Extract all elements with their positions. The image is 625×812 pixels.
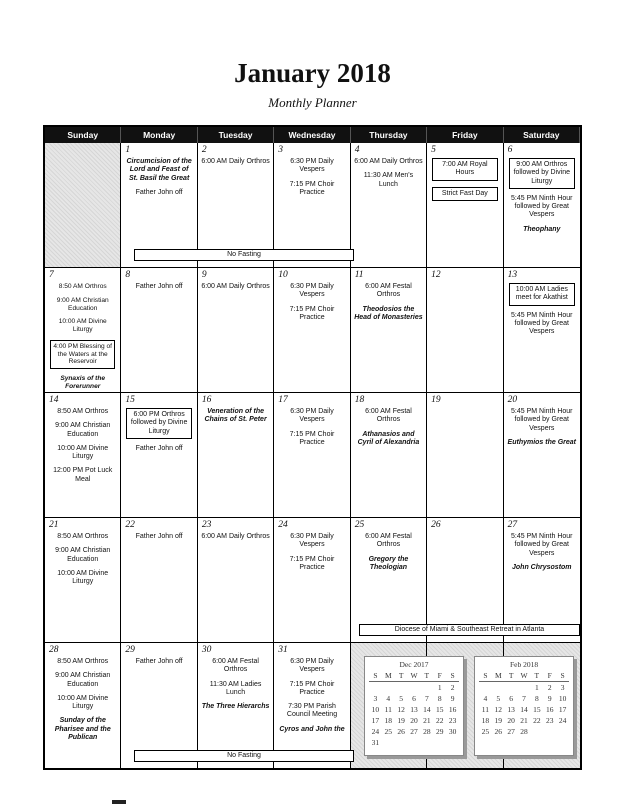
mini-day: 16: [545, 705, 554, 714]
mini-day: 16: [448, 705, 457, 714]
mini-day: 26: [397, 727, 405, 736]
mini-day: 6: [412, 694, 416, 703]
mini-calendar-title: Feb 2018: [509, 660, 539, 669]
day-cell-24: [274, 518, 350, 643]
day-number: 29: [125, 645, 135, 655]
day-cell-22: [121, 518, 197, 643]
mini-day: 9: [450, 694, 455, 703]
event-item: 9:00 AM Orthros followed by Divine Liturgy: [509, 158, 575, 189]
weekday-wednesday: Wednesday: [274, 127, 350, 143]
event-item: 11:30 AM Ladies Lunch: [209, 680, 262, 696]
mini-day: 30: [448, 727, 457, 736]
mini-day: [492, 682, 505, 693]
mini-day: 27: [410, 727, 418, 736]
event-item: 6:30 PM Daily Vespers: [290, 158, 334, 174]
event-item: 6:00 AM Daily Orthros: [354, 158, 423, 165]
mini-day: [395, 682, 408, 693]
mini-day: [530, 726, 543, 737]
mini-day: 22: [435, 716, 444, 725]
mini-day: 8: [437, 694, 442, 703]
mini-week-row: [369, 682, 459, 693]
event-item: 4:00 PM Blessing of the Waters at the Reservoir: [50, 340, 115, 369]
mini-weekday-row: [369, 670, 459, 682]
day-number: 27: [507, 520, 518, 530]
mini-weekday: T: [424, 671, 430, 680]
day-cell-13: [504, 268, 580, 393]
feast-label: Cyros and John the: [279, 725, 345, 733]
day-number: 9: [201, 270, 207, 280]
mini-day: 12: [494, 705, 503, 714]
event-item: 9:00 AM Christian Education: [55, 422, 111, 438]
feast-label: Veneration of the Chains of St. Peter: [204, 408, 267, 424]
mini-day: 14: [520, 705, 528, 714]
day-cell-16: [198, 393, 274, 518]
mini-day: 1: [437, 683, 442, 692]
mini-day: 24: [371, 727, 380, 736]
mini-weekday: F: [547, 671, 552, 680]
day-number: 30: [201, 645, 212, 655]
day-cell-28: [45, 643, 121, 768]
event-item: 7:15 PM Choir Practice: [289, 555, 335, 571]
mini-day: 11: [384, 705, 392, 714]
day-number: 19: [431, 395, 441, 405]
mini-day: 25: [481, 727, 490, 736]
mini-day: 19: [494, 716, 503, 725]
feast-label: The Three Hierarchs: [201, 703, 270, 710]
mini-day: 17: [558, 705, 567, 714]
mini-day: 2: [547, 683, 552, 692]
day-cell-10: [274, 268, 350, 393]
mini-week-row: [369, 693, 459, 704]
mini-day: 13: [410, 705, 418, 714]
mini-day: 12: [397, 705, 405, 714]
day-cell-21: [45, 518, 121, 643]
event-item: 11:30 AM Men's Lunch: [363, 172, 414, 188]
feast-label: Theophany: [523, 225, 561, 233]
day-number: 31: [278, 645, 288, 655]
no-fasting-band-week1: No Fasting: [134, 249, 354, 261]
mini-weekday: M: [384, 671, 392, 680]
mini-weekday: S: [483, 671, 488, 680]
event-item: 9:00 AM Christian Education: [55, 672, 111, 688]
day-number: 5: [431, 145, 436, 155]
mini-day: 2: [450, 683, 455, 692]
mini-day: [479, 682, 492, 693]
day-cell-12: [427, 268, 503, 393]
event-item: Strict Fast Day: [432, 187, 497, 201]
mini-day: 23: [545, 716, 554, 725]
mini-day: 18: [384, 716, 393, 725]
day-number: 16: [201, 395, 212, 405]
event-item: 6:30 PM Daily Vespers: [290, 408, 334, 424]
event-item: 6:00 AM Daily Orthros: [201, 283, 270, 290]
event-item: 6:00 AM Festal Orthros: [212, 658, 259, 674]
day-number: 28: [49, 645, 59, 655]
mini-day: 29: [435, 727, 444, 736]
event-item: 6:00 AM Daily Orthros: [201, 158, 270, 165]
page-subtitle: Monthly Planner: [268, 95, 357, 110]
mini-calendar-title: Dec 2017: [399, 660, 429, 669]
feast-label: Theodosios the Head of Monasteries: [354, 305, 423, 321]
event-item: 10:00 AM Divine Liturgy: [57, 694, 109, 710]
mini-day: 1: [534, 683, 539, 692]
event-item: Father John off: [135, 283, 183, 290]
event-item: 8:50 AM Orthros: [57, 658, 109, 665]
event-item: 8:50 AM Orthros: [57, 533, 109, 540]
feast-label: John Chrysostom: [512, 563, 572, 571]
event-item: 7:15 PM Choir Practice: [289, 430, 335, 446]
mini-day: 4: [483, 694, 488, 703]
mini-day: [446, 737, 459, 748]
mini-day: 17: [371, 716, 380, 725]
day-number: 26: [431, 520, 441, 530]
mini-day: 21: [423, 716, 431, 725]
event-item: 6:00 AM Festal Orthros: [365, 283, 412, 299]
feast-label: Synaxis of the Forerunner: [60, 375, 106, 390]
event-item: 7:30 PM Parish Council Meeting: [286, 703, 338, 719]
event-item: 12:00 PM Pot Luck Meal: [53, 467, 113, 483]
day-number: 3: [278, 145, 284, 155]
day-cell-5: [427, 143, 503, 268]
day-cell-8: [121, 268, 197, 393]
day-number: 11: [354, 270, 364, 280]
mini-day: 20: [410, 716, 418, 725]
event-item: 6:00 AM Festal Orthros: [365, 533, 412, 549]
mini-week-row: [369, 715, 459, 726]
event-item: 10:00 AM Divine Liturgy: [58, 318, 107, 334]
mini-weekday: M: [494, 671, 502, 680]
mini-day: 23: [448, 716, 457, 725]
retreat-band: Diocese of Miami & Southeast Retreat in Atlanta: [359, 624, 580, 636]
event-item: 6:00 PM Orthros followed by Divine Liturgy: [126, 408, 191, 439]
day-number: 7: [49, 270, 54, 280]
mini-day: 13: [507, 705, 515, 714]
event-item: Father John off: [135, 658, 183, 665]
feast-label: Euthymios the Great: [507, 438, 577, 446]
event-item: 5:45 PM Ninth Hour followed by Great Vespers: [511, 194, 573, 219]
page-title: January 2018: [234, 58, 391, 88]
mini-day: 3: [560, 683, 565, 692]
mini-weekday: T: [398, 671, 404, 680]
no-fasting-band-week5: No Fasting: [134, 750, 354, 762]
mini-day: 19: [397, 716, 405, 725]
event-item: 7:15 PM Choir Practice: [289, 680, 335, 696]
day-cell-19: [427, 393, 503, 518]
mini-day: 7: [424, 694, 429, 703]
day-number: 4: [354, 145, 360, 155]
mini-weekday: T: [534, 671, 540, 680]
day-number: 24: [278, 520, 288, 530]
mini-week-row: [479, 726, 569, 737]
event-item: 9:00 AM Christian Education: [55, 547, 111, 563]
day-number: 12: [431, 270, 441, 280]
event-item: Father John off: [135, 188, 183, 196]
day-cell-6: [504, 143, 580, 268]
event-item: 7:15 PM Choir Practice: [289, 180, 335, 196]
day-cell-4: [351, 143, 427, 268]
mini-day: 28: [423, 727, 431, 736]
mini-day: 15: [435, 705, 444, 714]
day-number: 8: [125, 270, 131, 280]
mini-calendar-dec-2017: [364, 656, 464, 756]
mini-day: 27: [507, 727, 515, 736]
mini-day: 10: [371, 705, 380, 714]
day-cell-15: [121, 393, 197, 518]
mini-week-row: [369, 737, 459, 748]
mini-weekday: S: [560, 671, 565, 680]
event-item: 6:30 PM Daily Vespers: [290, 533, 334, 549]
event-item: Father John off: [135, 444, 183, 452]
event-item: 9:00 AM Christian Education: [56, 296, 109, 312]
mini-day: 18: [481, 716, 490, 725]
event-item: 7:00 AM Royal Hours: [432, 158, 497, 181]
weekday-saturday: Saturday: [504, 127, 580, 143]
feast-label: Athanasios and Cyril of Alexandria: [357, 430, 420, 446]
event-item: 6:30 PM Daily Vespers: [290, 658, 334, 674]
weekday-tuesday: Tuesday: [198, 127, 274, 143]
mini-day: [420, 737, 433, 748]
mini-weekday-row: [479, 670, 569, 682]
mini-weekday: W: [410, 671, 418, 680]
mini-day: [369, 682, 382, 693]
day-cell-18: [351, 393, 427, 518]
mini-day: [433, 737, 446, 748]
weekday-monday: Monday: [121, 127, 197, 143]
mini-weekday: F: [437, 671, 442, 680]
mini-day: 5: [399, 694, 403, 703]
day-number: 22: [125, 520, 135, 530]
day-cell-23: [198, 518, 274, 643]
mini-day: 8: [534, 694, 539, 703]
mini-week-row: [479, 704, 569, 715]
day-number: 10: [278, 270, 288, 280]
feast-label: Circumcision of the Lord and Feast of St. Basil the Great: [126, 158, 192, 182]
event-item: 10:00 AM Divine Liturgy: [57, 444, 109, 460]
mini-day: 31: [371, 738, 380, 747]
event-item: 10:00 AM Ladies meet for Akathist: [509, 283, 575, 306]
mini-day: 22: [533, 716, 541, 725]
mini-day: [420, 682, 433, 693]
mini-day: [408, 682, 421, 693]
mini-day: 11: [481, 705, 490, 714]
mini-day: [382, 682, 395, 693]
day-number: 20: [507, 395, 518, 405]
event-item: 5:45 PM Ninth Hour followed by Great Vespers: [511, 311, 573, 335]
mini-day: 26: [494, 727, 503, 736]
mini-day: 9: [547, 694, 552, 703]
event-item: 6:30 PM Daily Vespers: [290, 283, 334, 299]
mini-day: 24: [558, 716, 567, 725]
day-cell-20: [504, 393, 580, 518]
mini-day: 20: [507, 716, 515, 725]
weekday-thursday: Thursday: [351, 127, 427, 143]
weekday-friday: Friday: [427, 127, 503, 143]
event-item: 5:45 PM Ninth Hour followed by Great Vespers: [511, 408, 573, 432]
day-number: 2: [201, 145, 207, 155]
day-number: 18: [354, 395, 365, 405]
mini-calendar-feb-2018: [474, 656, 574, 756]
mini-day: 25: [384, 727, 393, 736]
mini-week-row: [479, 682, 569, 693]
day-number: 13: [507, 270, 518, 280]
mini-day: 14: [423, 705, 431, 714]
day-number: 14: [49, 395, 59, 405]
day-number: 6: [507, 145, 513, 155]
mini-week-row: [369, 726, 459, 737]
day-number: 1: [125, 145, 131, 155]
mini-day: 4: [386, 694, 391, 703]
event-item: 6:00 AM Festal Orthros: [365, 408, 412, 424]
stray-mark: [112, 800, 126, 804]
day-cell-7: [45, 268, 121, 393]
feast-label: Gregory the Theologian: [368, 555, 409, 571]
mini-day: 21: [520, 716, 528, 725]
event-item: 10:00 AM Divine Liturgy: [57, 569, 109, 585]
mini-day: [556, 726, 569, 737]
mini-weekday: S: [373, 671, 378, 680]
feast-label: Sunday of the Pharisee and the Publican: [54, 717, 111, 741]
mini-day: 15: [533, 705, 541, 714]
mini-day: 5: [496, 694, 501, 703]
mini-day: [505, 682, 518, 693]
day-number: 23: [201, 520, 212, 530]
weekday-header: [45, 127, 580, 143]
mini-weekday: W: [520, 671, 528, 680]
empty-day-cell: [45, 143, 121, 268]
mini-week-row: [369, 704, 459, 715]
mini-weekday: T: [508, 671, 514, 680]
mini-day: 3: [373, 694, 378, 703]
event-item: 8:50 AM Orthros: [57, 408, 109, 415]
day-number: 25: [354, 520, 365, 530]
mini-weekday: S: [450, 671, 455, 680]
day-cell-11: [351, 268, 427, 393]
mini-day: [408, 737, 421, 748]
mini-day: 10: [558, 694, 567, 703]
mini-day: 6: [509, 694, 513, 703]
mini-day: [395, 737, 408, 748]
event-item: 5:45 PM Ninth Hour followed by Great Vespers: [511, 533, 573, 557]
day-number: 21: [49, 520, 59, 530]
mini-day: 28: [520, 727, 528, 736]
mini-day: 7: [522, 694, 526, 703]
event-item: 8:50 AM Orthros: [58, 283, 107, 290]
day-cell-14: [45, 393, 121, 518]
mini-day: [382, 737, 395, 748]
day-number: 17: [278, 395, 288, 405]
mini-week-row: [479, 693, 569, 704]
mini-day: [543, 726, 556, 737]
day-cell-17: [274, 393, 350, 518]
event-item: Father John off: [135, 533, 183, 540]
day-number: 15: [125, 395, 135, 405]
day-cell-9: [198, 268, 274, 393]
mini-day: [518, 682, 531, 693]
mini-week-row: [479, 715, 569, 726]
weekday-sunday: Sunday: [45, 127, 121, 143]
event-item: 7:15 PM Choir Practice: [289, 305, 335, 321]
event-item: 6:00 AM Daily Orthros: [201, 533, 270, 540]
